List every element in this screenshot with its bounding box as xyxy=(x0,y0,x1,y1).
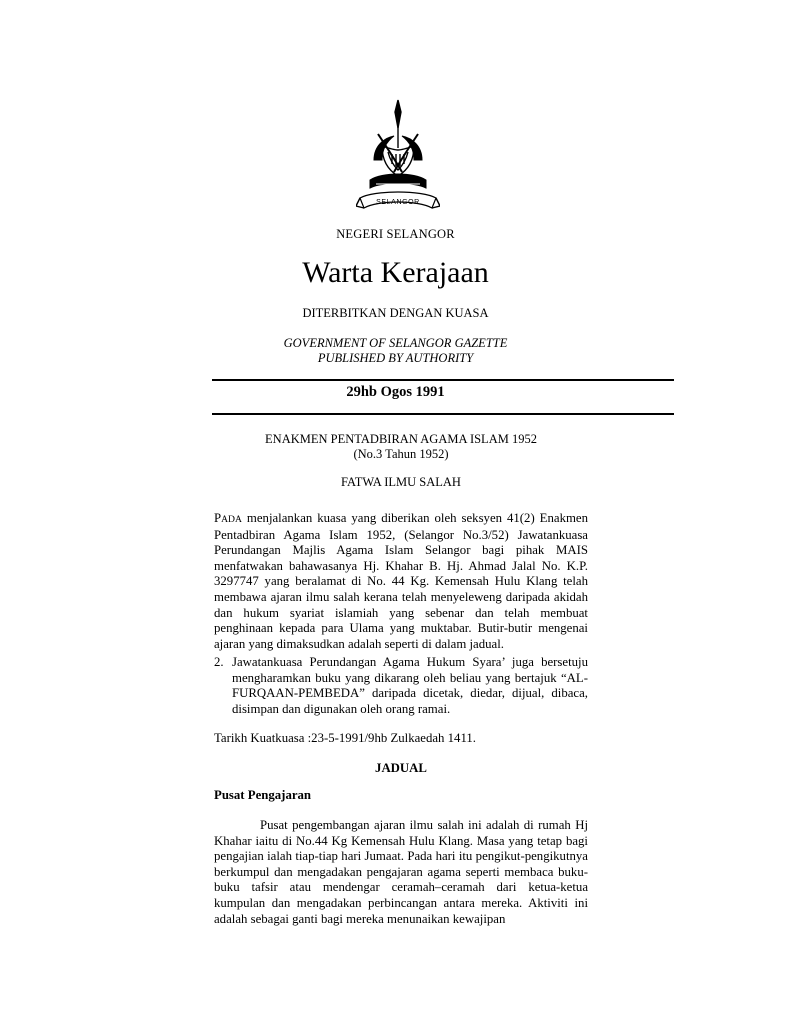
crest-label: SELANGOR xyxy=(376,199,420,206)
paragraph-1-text: menjalankan kuasa yang diberikan oleh seksyen 41(2) Enakmen Pentadbiran Agama Islam 1952, (Selangor No.3/52) Jawatankuasa Perundangan Majlis Agama Islam Selangor bagi pihak MAIS menfatwakan bahawasanya Hj. Khahar B. Hj. Ahmad Jalal No. K.P. 3297747 yang beralamat di No. 44 Kg. Kemensah Hulu Klang telah membawa ajaran ilmu salah kerana telah menyeleweng daripada akidah dan hukum syariat islamiah yang sebenar dan telah membuat penghinaan kepada para Ulama yang muktabar. Butir-butir mengenai ajaran yang dimaksudkan adalah seperti di dalam jadual. xyxy=(214,511,589,651)
schedule-title: JADUAL xyxy=(375,761,427,775)
act-heading xyxy=(214,432,588,461)
english-title xyxy=(0,336,791,366)
act-title: ENAKMEN PENTADBIRAN AGAMA ISLAM 1952 xyxy=(265,432,537,446)
paragraph-2 xyxy=(214,655,588,717)
paragraph-1-lead: PADA xyxy=(214,511,242,525)
fatwa-title: FATWA ILMU SALAH xyxy=(341,475,461,489)
paragraph-1 xyxy=(214,511,588,652)
gazette-title: Warta Kerajaan xyxy=(302,256,489,289)
state-name: NEGERI SELANGOR xyxy=(336,227,455,241)
english-title-line1: GOVERNMENT OF SELANGOR GAZETTE xyxy=(283,336,508,350)
act-number: (No.3 Tahun 1952) xyxy=(353,446,449,461)
selangor-crest-icon xyxy=(356,98,440,220)
paragraph-3 xyxy=(214,818,588,927)
paragraph-2-text: Jawatankuasa Perundangan Agama Hukum Syara’ juga bersetuju mengharamkan buku yang dikarang oleh beliau yang bertajuk “AL-FURQAAN-PEMBEDA” daripada dicetak, diedar, dijual, dibaca, disimpan dan digunakan oleh orang ramai. xyxy=(232,655,588,716)
effective-date: Tarikh Kuatkuasa :23-5-1991/9hb Zulkaedah 1411. xyxy=(214,731,476,745)
gazette-subtitle: DITERBITKAN DENGAN KUASA xyxy=(302,306,489,320)
divider-bottom xyxy=(212,413,674,415)
paragraph-2-number: 2. xyxy=(214,655,224,669)
section-heading: Pusat Pengajaran xyxy=(214,788,312,802)
divider-top xyxy=(212,379,674,381)
english-title-line2: PUBLISHED BY AUTHORITY xyxy=(317,351,474,365)
paragraph-3-text: Pusat pengembangan ajaran ilmu salah ini adalah di rumah Hj Khahar iaitu di No.44 Kg Kemensah Hulu Klang. Masa yang tetap bagi pengajian ialah tiap-tiap hari Jumaat. Pada hari itu pengikut-pengikutnya berkumpul dan mengadakan pengajaran agama seperti membaca buku-buku tafsir atau mendengar ceramah–ceramah dari ketua-ketua kumpulan dan mengadakan perbincangan antara mereka. Aktiviti ini adalah sebagai ganti bagi mereka menunaikan kewajipan xyxy=(214,818,588,926)
gazette-date: 29hb Ogos 1991 xyxy=(346,384,445,400)
